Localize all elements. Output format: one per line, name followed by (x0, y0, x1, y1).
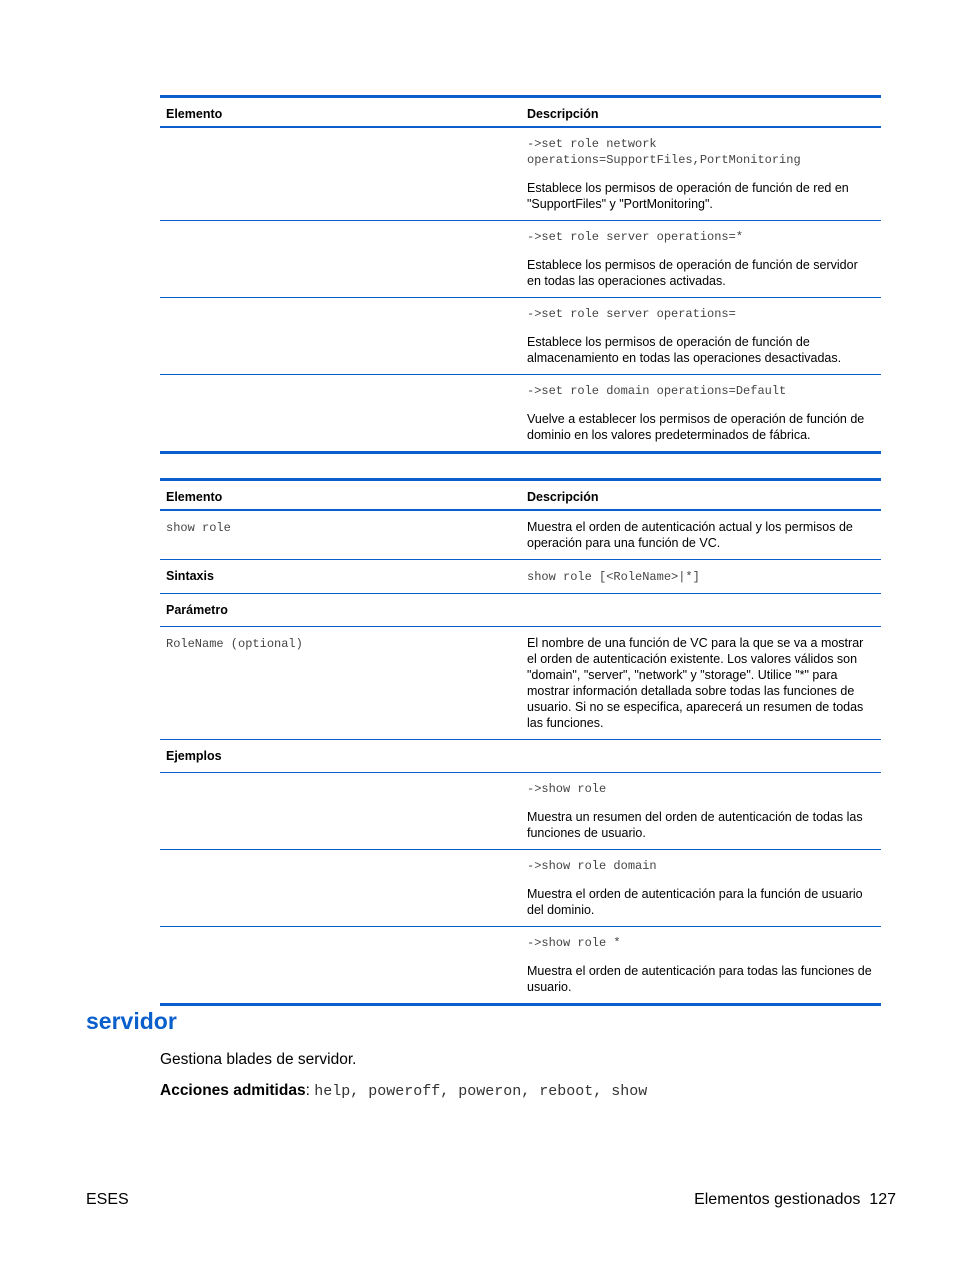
empty-cell (521, 593, 881, 626)
footer-left: ESES (86, 1191, 129, 1208)
description-cell (521, 772, 881, 849)
table-row (160, 926, 881, 1004)
description-cell (521, 374, 881, 452)
header-elemento: Elemento (160, 480, 521, 510)
table-row (160, 772, 881, 849)
element-cell (160, 772, 521, 849)
empty-cell (521, 739, 881, 772)
table-row (160, 593, 881, 626)
description-text: Muestra el orden de autenticación para la función de usuario del dominio. (527, 886, 863, 917)
header-elemento: Elemento (160, 97, 521, 127)
actions-value: help, poweroff, poweron, reboot, show (314, 1083, 648, 1100)
element-cell (160, 849, 521, 926)
description-text: Establece los permisos de operación de función de servidor en todas las operaciones activadas. (527, 257, 858, 288)
section-title: servidor (86, 1008, 177, 1034)
element-cell (160, 297, 521, 374)
description-cell: Muestra el orden de autenticación actual y los permisos de operación para una función de VC. (521, 510, 881, 560)
table-set-role-examples (160, 95, 881, 454)
command-text: ->show role (527, 781, 607, 796)
element-cell (160, 220, 521, 297)
table-row (160, 127, 881, 221)
description-text: Vuelve a establecer los permisos de operación de función de dominio en los valores predeterminados de fábrica. (527, 411, 865, 442)
parameter-name: RoleName (optional) (166, 636, 303, 651)
table-show-role (160, 478, 881, 1006)
table-row (160, 510, 881, 560)
element-cell (160, 626, 521, 739)
table-header-row (160, 480, 881, 510)
description-cell (521, 297, 881, 374)
table-row (160, 849, 881, 926)
description-cell (521, 127, 881, 221)
page-number: 127 (869, 1191, 896, 1208)
actions-separator: : (305, 1082, 315, 1099)
description-text: Muestra el orden de autenticación para todas las funciones de usuario. (527, 963, 872, 994)
table-row (160, 220, 881, 297)
command-text: show role (166, 520, 231, 535)
table-row (160, 739, 881, 772)
table-row (160, 374, 881, 452)
table-row (160, 626, 881, 739)
command-text: ->set role server operations= (527, 306, 736, 321)
command-text: ->set role network operations=SupportFiles,PortMonitoring (527, 136, 801, 167)
command-text: ->set role domain operations=Default (527, 383, 787, 398)
footer-right (694, 1191, 896, 1209)
header-descripcion: Descripción (521, 97, 881, 127)
header-descripcion: Descripción (521, 480, 881, 510)
table-row (160, 559, 881, 593)
element-cell (160, 127, 521, 221)
description-text: Establece los permisos de operación de función de red en "SupportFiles" y "PortMonitoring". (527, 180, 849, 211)
command-text: ->set role server operations=* (527, 229, 744, 244)
supported-actions (160, 1082, 647, 1100)
element-cell (160, 926, 521, 1004)
element-cell (160, 374, 521, 452)
description-cell (521, 849, 881, 926)
command-text: ->show role domain (527, 858, 657, 873)
syntax-value: show role [<RoleName>|*] (527, 569, 700, 584)
syntax-value-cell (521, 559, 881, 593)
examples-label: Ejemplos (160, 739, 521, 772)
description-text: Muestra un resumen del orden de autenticación de todas las funciones de usuario. (527, 809, 863, 840)
description-cell: El nombre de una función de VC para la que se va a mostrar el orden de autenticación existente. Los valores válidos son "domain", "server", "network" y "storage". Utilice "*" para mostrar información detallada sobre todas las funciones de usuario. Si no se especifica, aparecerá un resumen de todas las funciones. (521, 626, 881, 739)
syntax-label: Sintaxis (160, 559, 521, 593)
section-intro: Gestiona blades de servidor. (160, 1051, 357, 1068)
command-text: ->show role * (527, 935, 621, 950)
table-row (160, 297, 881, 374)
description-cell (521, 220, 881, 297)
footer-section-name: Elementos gestionados (694, 1191, 861, 1208)
table-header-row (160, 97, 881, 127)
description-cell (521, 926, 881, 1004)
element-cell (160, 510, 521, 560)
parameter-label: Parámetro (160, 593, 521, 626)
description-text: Establece los permisos de operación de función de almacenamiento en todas las operaciones desactivadas. (527, 334, 842, 365)
actions-label: Acciones admitidas (160, 1082, 306, 1099)
